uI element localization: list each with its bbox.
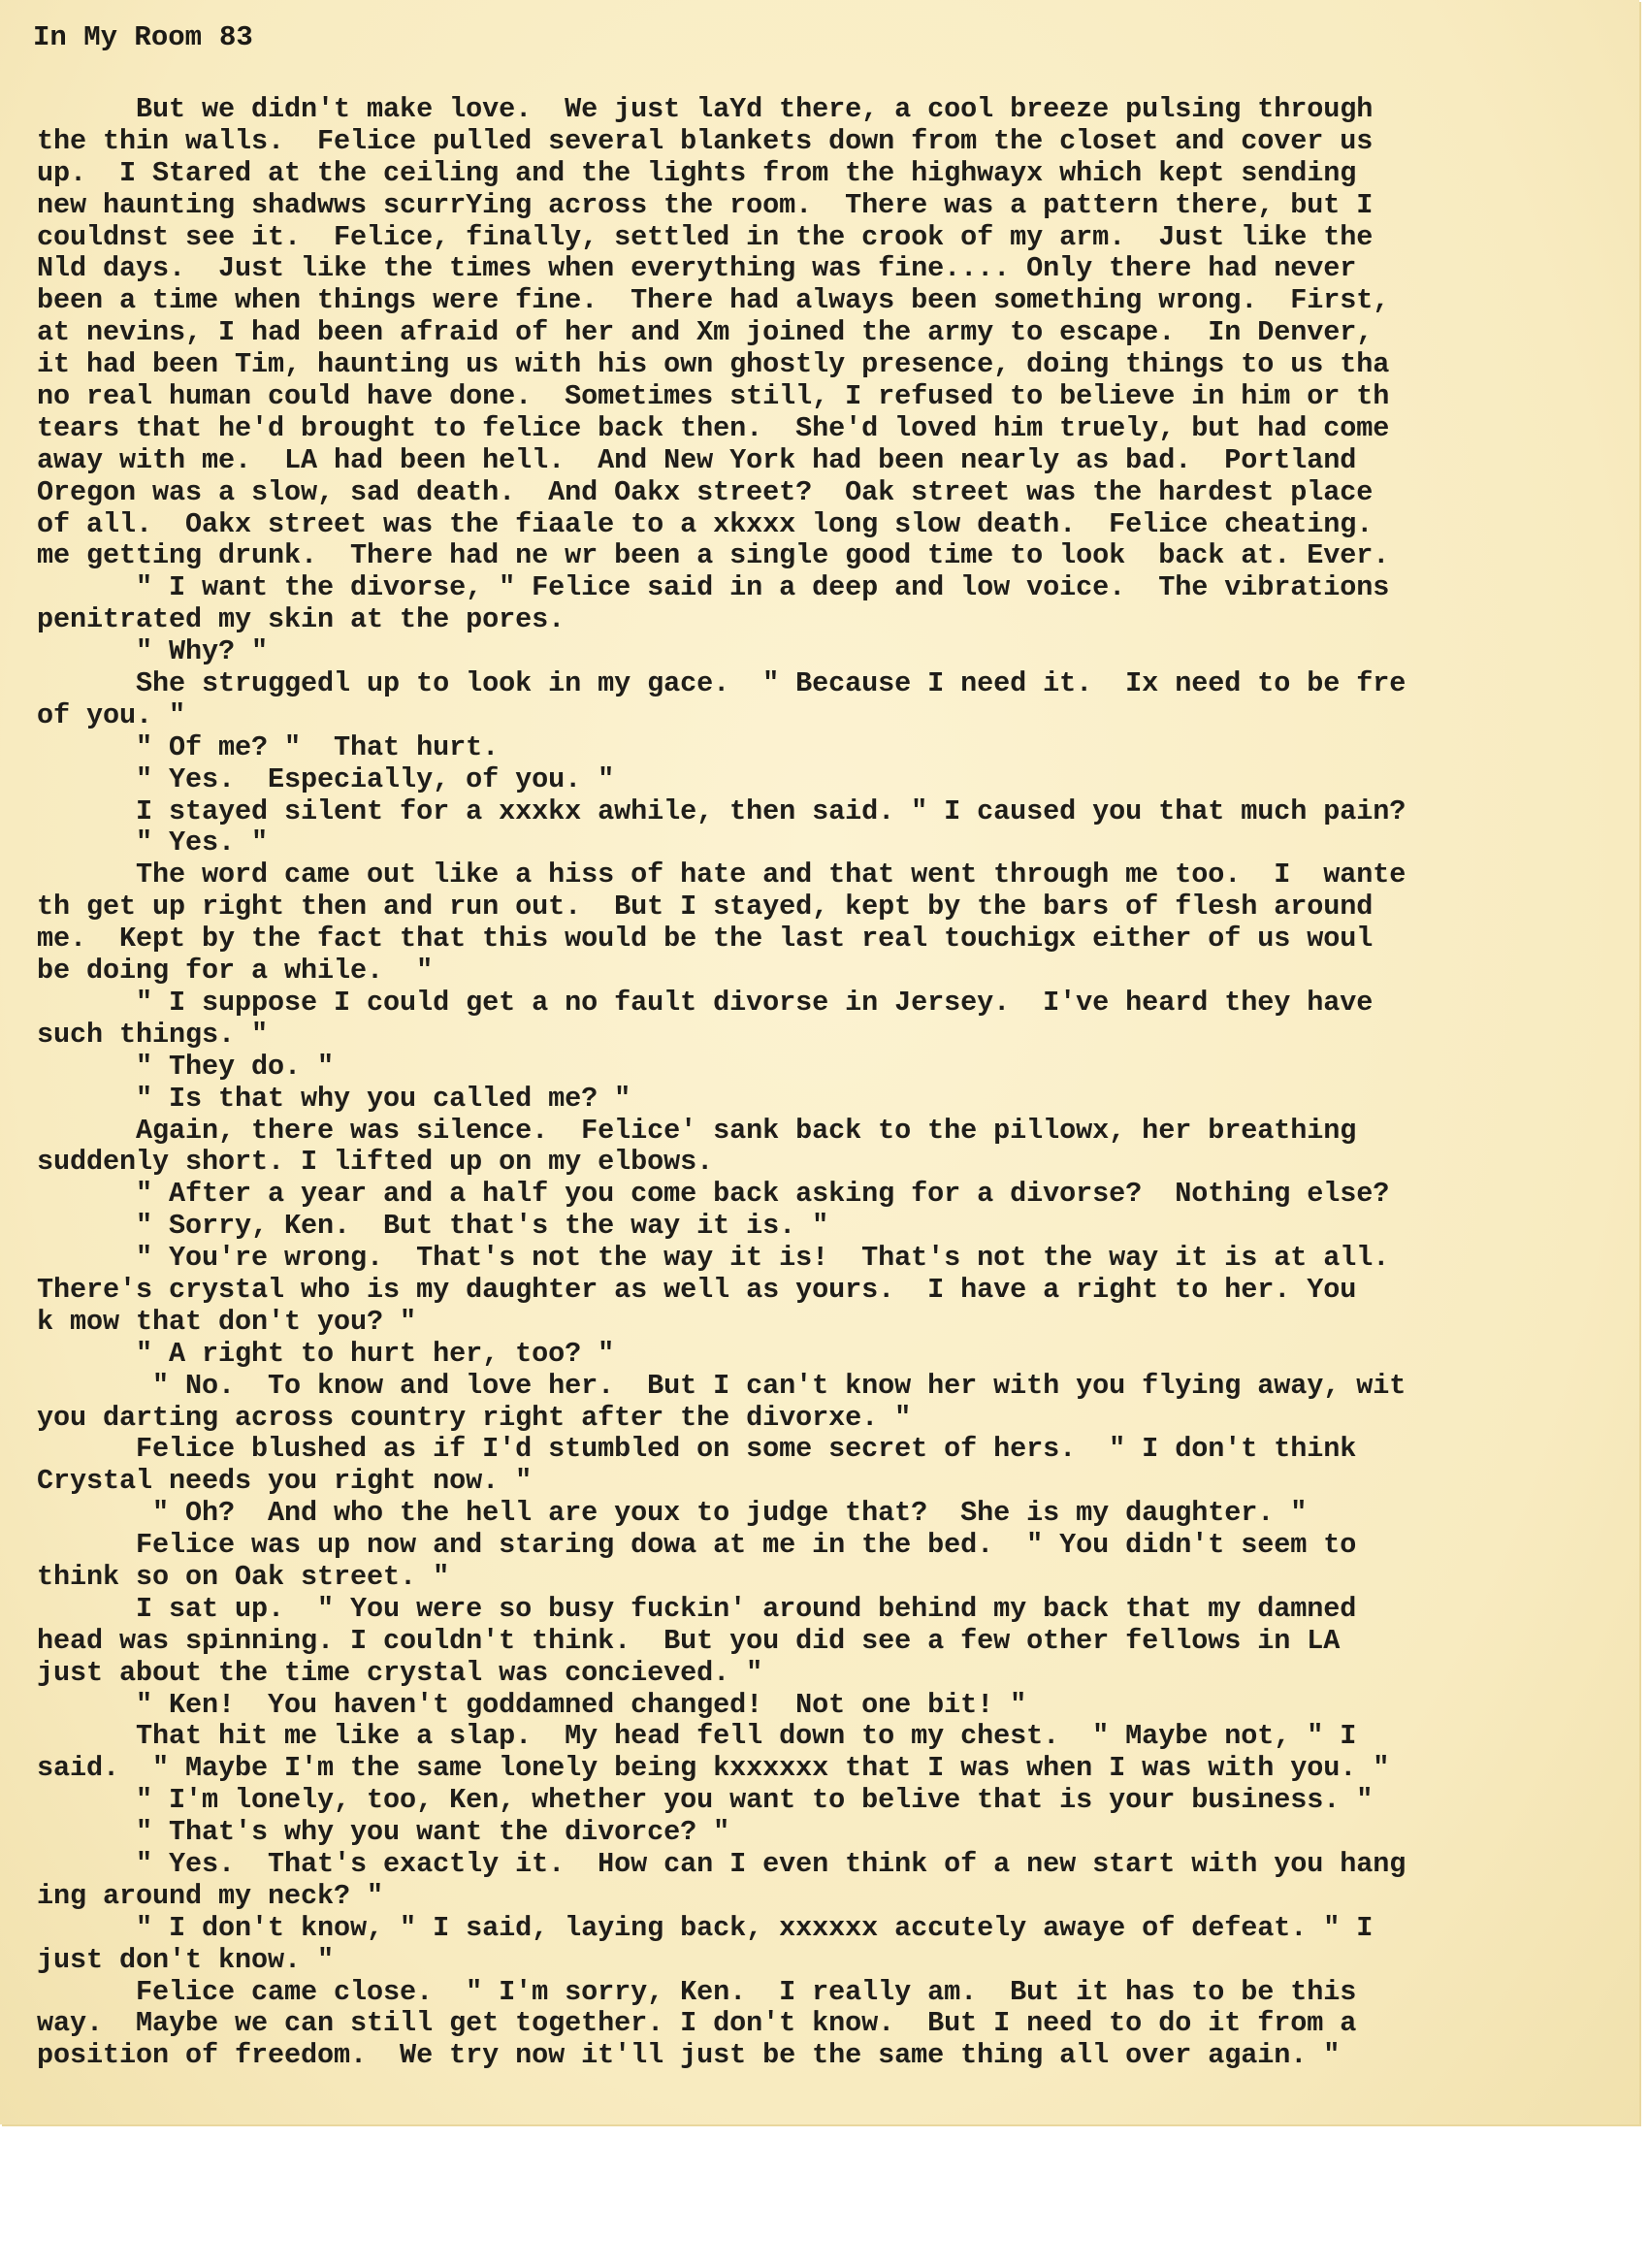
text-line: " You're wrong. That's not the way it is! That's not the way it is at all. <box>37 1242 1390 1275</box>
text-line: " Yes. " <box>37 826 269 859</box>
text-line: penitrated my skin at the pores. <box>37 603 566 636</box>
page-header <box>33 21 253 53</box>
text-line: me getting drunk. There had ne wr been a single good time to look back at. Ever. <box>37 539 1390 572</box>
text-line: There's crystal who is my daughter as well as yours. I have a right to her. You <box>37 1273 1357 1306</box>
text-line: you darting across country right after the divorxe. " <box>37 1401 912 1434</box>
text-line: Felice blushed as if I'd stumbled on some secret of hers. " I don't think <box>37 1433 1357 1466</box>
text-line: " I'm lonely, too, Ken, whether you want to belive that is your business. " <box>37 1784 1374 1817</box>
text-line: " That's why you want the divorce? " <box>37 1816 730 1849</box>
text-line: " After a year and a half you come back asking for a divorse? Nothing else? <box>37 1178 1390 1211</box>
text-line: " Yes. That's exactly it. How can I even think of a new start with you hang <box>37 1847 1406 1880</box>
text-line: Again, there was silence. Felice' sank back to the pillowx, her breathing <box>37 1114 1357 1147</box>
text-line: " A right to hurt her, too? " <box>37 1337 615 1370</box>
text-line: suddenly short. I lifted up on my elbows. <box>37 1146 714 1179</box>
text-line: But we didn't make love. We just laYd there, a cool breeze pulsing through <box>37 93 1374 125</box>
text-line: " No. To know and love her. But I can't know her with you flying away, wit <box>37 1369 1406 1402</box>
text-line: That hit me like a slap. My head fell down to my chest. " Maybe not, " I <box>37 1720 1357 1753</box>
text-line: said. " Maybe I'm the same lonely being kxxxxxx that I was when I was with you. " <box>37 1752 1390 1785</box>
text-line: be doing for a while. " <box>37 955 434 988</box>
page-title: In My Room <box>33 21 203 53</box>
text-line: " Of me? " That hurt. <box>37 730 500 763</box>
text-line: " Sorry, Ken. But that's the way it is. " <box>37 1210 829 1243</box>
text-line: no real human could have done. Sometimes still, I refused to believe in him or th <box>37 380 1390 413</box>
text-line: think so on Oak street. " <box>37 1560 450 1593</box>
text-line: of all. Oakx street was the fiaale to a xkxxx long slow death. Felice cheating. <box>37 507 1374 540</box>
text-line: Felice was up now and staring dowa at me in the bed. " You didn't seem to <box>37 1529 1357 1562</box>
text-line: away with me. LA had been hell. And New York had been nearly as bad. Portland <box>37 443 1357 476</box>
manuscript-body <box>37 94 1639 2072</box>
text-line: tears that he'd brought to felice back then. She'd loved him truely, but had come <box>37 411 1390 444</box>
text-line: " Ken! You haven't goddamned changed! Not one bit! " <box>37 1688 1027 1721</box>
page-number: 83 <box>219 21 253 53</box>
text-line: such things. " <box>37 1018 269 1051</box>
text-line: " Yes. Especially, of you. " <box>37 762 615 795</box>
text-line: " They do. " <box>37 1050 335 1083</box>
text-line: at nevins, I had been afraid of her and Xm joined the army to escape. In Denver, <box>37 316 1374 349</box>
text-line: it had been Tim, haunting us with his own ghostly presence, doing things to us tha <box>37 348 1390 381</box>
text-line: " I want the divorse, " Felice said in a deep and low voice. The vibrations <box>37 571 1390 604</box>
text-line: ing around my neck? " <box>37 1879 384 1912</box>
text-line: just about the time crystal was concieved. " <box>37 1656 763 1689</box>
text-line: I stayed silent for a xxxkx awhile, then said. " I caused you that much pain? <box>37 794 1406 827</box>
text-line: the thin walls. Felice pulled several blankets down from the closet and cover us <box>37 124 1374 157</box>
text-line: new haunting shadwws scurrYing across the room. There was a pattern there, but I <box>37 188 1374 221</box>
text-line: I sat up. " You were so busy fuckin' around behind my back that my damned <box>37 1592 1357 1625</box>
text-line: She struggedl up to look in my gace. " Because I need it. Ix need to be fre <box>37 667 1406 700</box>
text-line: The word came out like a hiss of hate and that went through me too. I wante <box>37 859 1406 891</box>
text-line: just don't know. " <box>37 1943 335 1976</box>
text-line: " I suppose I could get a no fault divorse in Jersey. I've heard they have <box>37 986 1374 1019</box>
text-line: Nld days. Just like the times when everything was fine.... Only there had never <box>37 252 1357 285</box>
text-line: head was spinning. I couldn't think. But you did see a few other fellows in LA <box>37 1624 1341 1657</box>
text-line: Oregon was a slow, sad death. And Oakx street? Oak street was the hardest place <box>37 475 1374 508</box>
text-line: of you. " <box>37 698 186 731</box>
text-line: " I don't know, " I said, laying back, xxxxxx accutely awaye of defeat. " I <box>37 1911 1374 1944</box>
text-line: up. I Stared at the ceiling and the lights from the highwayx which kept sending <box>37 156 1357 189</box>
text-line: couldnst see it. Felice, finally, settled in the crook of my arm. Just like the <box>37 220 1374 253</box>
text-line: way. Maybe we can still get together. I don't know. But I need to do it from a <box>37 2007 1357 2040</box>
text-line: me. Kept by the fact that this would be the last real touchigx either of us woul <box>37 923 1374 956</box>
text-line: Felice came close. " I'm sorry, Ken. I really am. But it has to be this <box>37 1975 1357 2008</box>
text-line: Crystal needs you right now. " <box>37 1465 533 1498</box>
text-line: " Is that why you called me? " <box>37 1082 631 1115</box>
text-line: " Why? " <box>37 635 269 668</box>
text-line: th get up right then and run out. But I stayed, kept by the bars of flesh around <box>37 891 1374 923</box>
text-line: been a time when things were fine. There had always been something wrong. First, <box>37 284 1390 317</box>
text-line: " Oh? And who the hell are youx to judge that? She is my daughter. " <box>37 1497 1308 1530</box>
text-line: position of freedom. We try now it'll just be the same thing all over again. " <box>37 2039 1341 2072</box>
text-line: k mow that don't you? " <box>37 1305 417 1338</box>
